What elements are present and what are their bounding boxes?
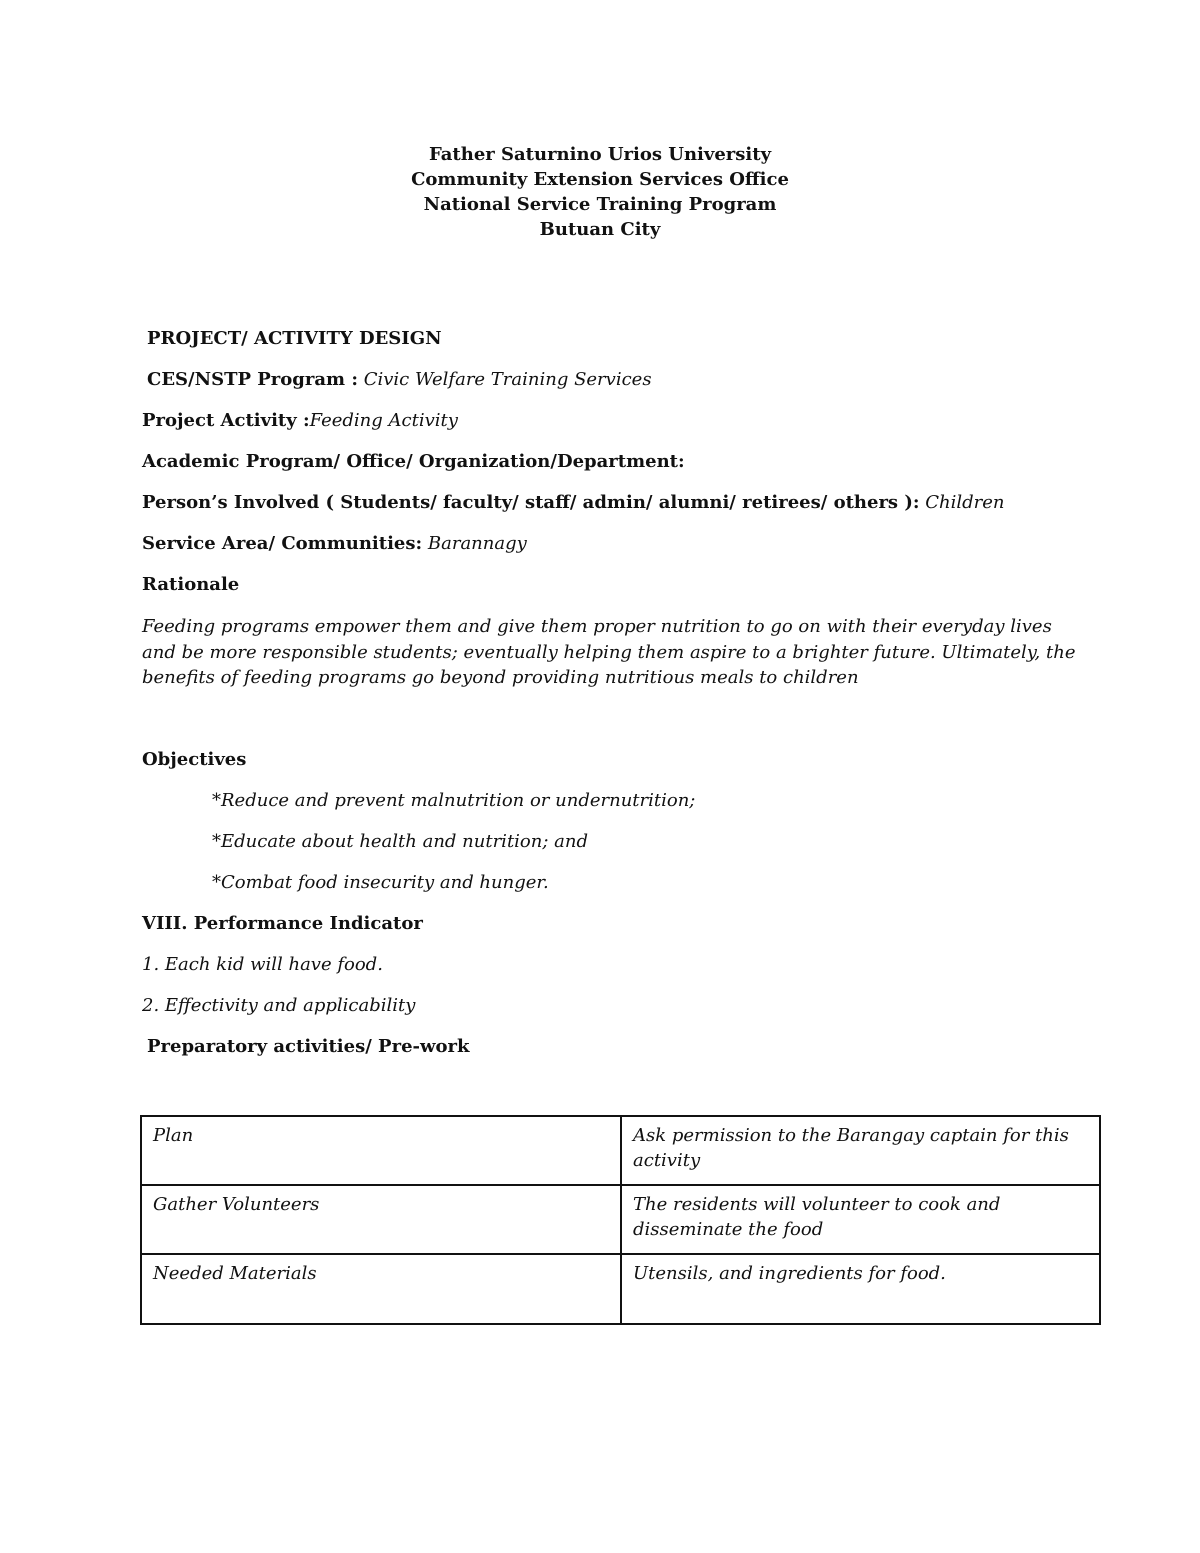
objective-item: *Reduce and prevent malnutrition or undernutrition; [212,790,696,811]
ces-program-label: CES/NSTP Program : [147,369,358,390]
design-title: PROJECT/ ACTIVITY DESIGN [147,328,442,349]
rationale-heading: Rationale [142,574,240,595]
academic-program-field [142,450,685,474]
ces-program-field [147,368,652,392]
preparatory-heading: Preparatory activities/ Pre-work [147,1036,470,1057]
preparatory-table [140,1115,1101,1325]
project-activity-label: Project Activity : [142,410,310,431]
table-cell-item: Gather Volunteers [142,1186,622,1255]
ces-program-value: Civic Welfare Training Services [363,369,652,390]
university-name: Father Saturnino Urios University [428,144,772,165]
performance-heading: VIII. Performance Indicator [142,913,423,934]
rationale-paragraph [142,614,1076,691]
city-name: Butuan City [539,219,661,240]
persons-involved-field [142,491,1005,515]
objectives-heading: Objectives [142,749,247,770]
performance-item: 2. Effectivity and applicability [142,995,416,1016]
program-name: National Service Training Program [423,194,777,215]
office-name: Community Extension Services Office [411,169,789,190]
performance-item: 1. Each kid will have food. [142,954,383,975]
persons-involved-value: Children [925,492,1005,513]
persons-involved-label: Person’s Involved ( Students/ faculty/ staff/ admin/ alumni/ retirees/ others ): [142,492,920,513]
academic-program-label: Academic Program/ Office/ Organization/Department: [142,451,685,472]
table-cell-item: Needed Materials [142,1255,622,1323]
service-area-field [142,532,527,556]
table-cell-detail: Ask permission to the Barangay captain for this activity [622,1117,1099,1186]
objective-item: *Educate about health and nutrition; and [212,831,588,852]
rationale-line: Feeding programs empower them and give them proper nutrition to go on with their everyday lives [142,616,1052,637]
objective-item: *Combat food insecurity and hunger. [212,872,549,893]
table-cell-detail: The residents will volunteer to cook and disseminate the food [622,1186,1099,1255]
service-area-value: Barannagy [427,533,527,554]
table-cell-detail: Utensils, and ingredients for food. [633,1263,946,1284]
project-activity-value: Feeding Activity [309,410,458,431]
service-area-label: Service Area/ Communities: [142,533,423,554]
rationale-line: and be more responsible students; eventually helping them aspire to a brighter future. Ultimately, the [142,641,1076,663]
rationale-line: benefits of feeding programs go beyond providing nutritious meals to children [142,667,859,688]
project-activity-field [142,409,458,433]
table-cell-item: Plan [142,1117,622,1186]
